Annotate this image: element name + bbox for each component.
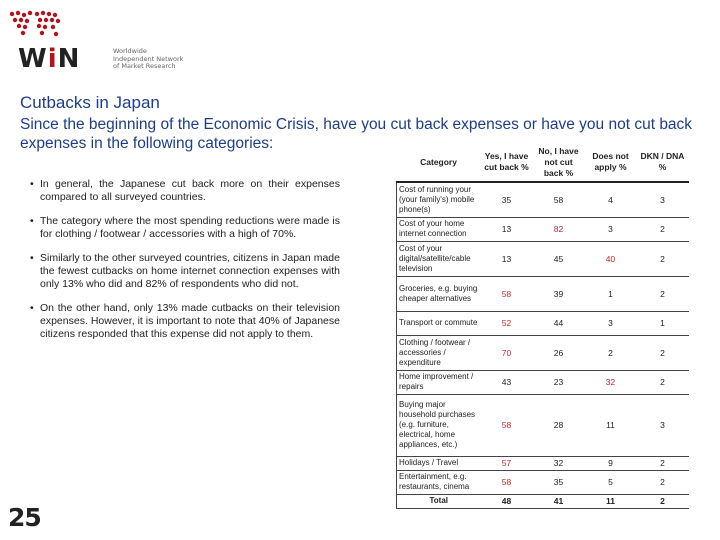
cell-no: 23: [533, 370, 585, 394]
logo-subtitle: Worldwide Independent Network of Market Research: [113, 47, 184, 70]
cell-dkn: 3: [637, 182, 689, 217]
cell-yes: 52: [481, 311, 533, 335]
finding-item: • In general, the Japanese cut back more on their expenses compared to all surveyed countries.: [30, 178, 340, 204]
cutbacks-table: [396, 143, 688, 509]
row-category: Clothing / footwear / accessories / expenditure: [397, 335, 481, 370]
cell-yes: 13: [481, 241, 533, 276]
row-category: Transport or commute: [397, 311, 481, 335]
cell-dkn: 2: [637, 370, 689, 394]
row-category: Holidays / Travel: [397, 456, 481, 470]
finding-item: • The category where the most spending reductions were made is for clothing / footwear / accessories with a high of 70%.: [30, 215, 340, 241]
cell-dna: 2: [585, 335, 637, 370]
table-row: [397, 217, 689, 241]
total-dkn: 2: [637, 494, 689, 508]
cell-dna: 9: [585, 456, 637, 470]
row-category: Groceries, e.g. buying cheaper alternatives: [397, 276, 481, 311]
header-no: No, I have not cut back %: [533, 143, 585, 182]
cell-no: 28: [533, 394, 585, 456]
total-label: Total: [397, 494, 481, 508]
row-category: Entertainment, e.g. restaurants, cinema: [397, 470, 481, 494]
cell-dkn: 2: [637, 456, 689, 470]
row-category: Cost of your digital/satellite/cable television: [397, 241, 481, 276]
cell-no: 45: [533, 241, 585, 276]
row-category: Cost of running your (your family's) mobile phone(s): [397, 182, 481, 217]
table-row: [397, 456, 689, 470]
cell-yes: 58: [481, 276, 533, 311]
row-category: Cost of your home internet connection: [397, 217, 481, 241]
header-category: Category: [397, 143, 481, 182]
cell-yes: 57: [481, 456, 533, 470]
cell-no: 58: [533, 182, 585, 217]
page-number: 25: [8, 503, 41, 532]
cell-yes: 58: [481, 394, 533, 456]
row-category: Buying major household purchases (e.g. furniture, electrical, home appliances, etc.): [397, 394, 481, 456]
cell-no: 32: [533, 456, 585, 470]
cell-dna: 11: [585, 394, 637, 456]
finding-item: • Similarly to the other surveyed countries, citizens in Japan made the fewest cutbacks on home internet connection expenses with only 13% who did and 82% of respondents who did not.: [30, 252, 340, 291]
cell-no: 26: [533, 335, 585, 370]
finding-item: • On the other hand, only 13% made cutbacks on their television expenses. However, it is important to note that 40% of Japanese citizens responded that this expense did not apply to them.: [30, 302, 340, 341]
cell-dna: 40: [585, 241, 637, 276]
survey-question: Since the beginning of the Economic Crisis, have you cut back expenses or have you not cut back expenses in the following categories:: [20, 116, 693, 152]
total-no: 41: [533, 494, 585, 508]
table-total-row: [397, 494, 689, 508]
cell-dkn: 2: [637, 241, 689, 276]
cell-dna: 4: [585, 182, 637, 217]
cell-dkn: 2: [637, 217, 689, 241]
header-dkn: DKN / DNA %: [637, 143, 689, 182]
win-logo: [6, 8, 184, 74]
cell-no: 44: [533, 311, 585, 335]
cell-dna: 3: [585, 311, 637, 335]
cell-yes: 43: [481, 370, 533, 394]
row-category: Home improvement / repairs: [397, 370, 481, 394]
table-row: [397, 335, 689, 370]
table-row: [397, 370, 689, 394]
cell-no: 39: [533, 276, 585, 311]
table-row: [397, 241, 689, 276]
total-yes: 48: [481, 494, 533, 508]
cell-yes: 35: [481, 182, 533, 217]
table-row: [397, 182, 689, 217]
cell-no: 82: [533, 217, 585, 241]
cell-dkn: 2: [637, 276, 689, 311]
cell-yes: 70: [481, 335, 533, 370]
cell-no: 35: [533, 470, 585, 494]
cell-dna: 32: [585, 370, 637, 394]
cell-dkn: 3: [637, 394, 689, 456]
table-header-row: [397, 143, 689, 182]
table-row: [397, 470, 689, 494]
header-yes: Yes, I have cut back %: [481, 143, 533, 182]
table-row: [397, 311, 689, 335]
header-does-not-apply: Does not apply %: [585, 143, 637, 182]
table-row: [397, 394, 689, 456]
world-map-icon: [6, 8, 64, 48]
table-row: [397, 276, 689, 311]
logo-wordmark: WiN: [18, 44, 81, 74]
cell-yes: 58: [481, 470, 533, 494]
cell-dna: 1: [585, 276, 637, 311]
cell-dkn: 1: [637, 311, 689, 335]
cell-dkn: 2: [637, 335, 689, 370]
cell-dna: 5: [585, 470, 637, 494]
cell-yes: 13: [481, 217, 533, 241]
cell-dna: 3: [585, 217, 637, 241]
slide-title: Cutbacks in Japan: [20, 93, 160, 112]
cell-dkn: 2: [637, 470, 689, 494]
findings-list: [30, 178, 340, 352]
total-dna: 11: [585, 494, 637, 508]
